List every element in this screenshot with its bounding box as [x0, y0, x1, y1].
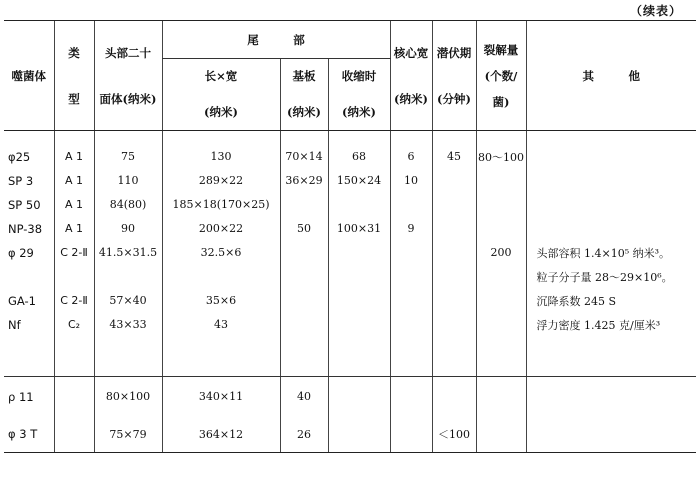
cell-burst	[476, 169, 526, 193]
header-tail-size: 长×宽	[162, 59, 280, 94]
cell-latent	[432, 193, 476, 217]
cell-contracted: 68	[328, 145, 390, 169]
cell-head: 80×100	[94, 377, 162, 417]
cell-contracted: 100×31	[328, 217, 390, 241]
cell-baseplate	[280, 313, 328, 337]
cell-latent	[432, 313, 476, 337]
cell-core	[390, 313, 432, 337]
cell-latent	[432, 241, 476, 265]
cell-tail	[162, 265, 280, 289]
cell-tail: 32.5×6	[162, 241, 280, 265]
cell-type	[54, 265, 94, 289]
cell-tail: 340×11	[162, 377, 280, 417]
cell-type: A 1	[54, 145, 94, 169]
cell-head: 110	[94, 169, 162, 193]
header-baseplate-unit: (纳米)	[280, 94, 328, 131]
cell-other: 头部容积 1.4×10⁵ 纳米³。	[526, 241, 696, 265]
header-latent: 潜伏期 (分钟)	[432, 21, 476, 131]
cell-tail: 200×22	[162, 217, 280, 241]
cell-tail: 289×22	[162, 169, 280, 193]
table-row	[4, 313, 696, 337]
cell-burst	[476, 217, 526, 241]
cell-burst	[476, 417, 526, 453]
cell-baseplate	[280, 265, 328, 289]
header-contracted: 收缩时	[328, 59, 390, 94]
cell-type: C 2-Ⅱ	[54, 241, 94, 265]
cell-phage: SP 3	[8, 173, 34, 188]
header-head: 头部二十 面体(纳米)	[94, 21, 162, 131]
cell-other	[526, 145, 696, 169]
cell-baseplate	[280, 289, 328, 313]
cell-core	[390, 193, 432, 217]
cell-type: A 1	[54, 217, 94, 241]
header-core: 核心宽 (纳米)	[390, 21, 432, 131]
cell-burst	[476, 265, 526, 289]
table-row	[4, 193, 696, 217]
cell-other	[526, 217, 696, 241]
cell-burst	[476, 377, 526, 417]
header-row-1	[4, 21, 696, 59]
cell-type	[54, 377, 94, 417]
cell-head: 90	[94, 217, 162, 241]
cell-contracted: 150×24	[328, 169, 390, 193]
cell-other	[526, 193, 696, 217]
header-contracted-unit: (纳米)	[328, 94, 390, 131]
cell-head: 75×79	[94, 417, 162, 453]
cell-tail: 130	[162, 145, 280, 169]
cell-type: A 1	[54, 169, 94, 193]
cell-head: 43×33	[94, 313, 162, 337]
phage-table	[4, 20, 696, 453]
cell-type: C 2-Ⅱ	[54, 289, 94, 313]
cell-phage: Nf	[8, 317, 21, 332]
cell-other	[526, 377, 696, 417]
cell-baseplate: 26	[280, 417, 328, 453]
cell-other	[526, 169, 696, 193]
cell-type: C₂	[54, 313, 94, 337]
cell-burst	[476, 193, 526, 217]
cell-tail: 43	[162, 313, 280, 337]
cell-latent	[432, 265, 476, 289]
cell-core	[390, 265, 432, 289]
cell-tail: 185×18(170×25)	[162, 193, 280, 217]
cell-core	[390, 417, 432, 453]
gap-row	[4, 337, 696, 377]
table-row	[4, 417, 696, 453]
cell-latent	[432, 289, 476, 313]
cell-latent	[432, 217, 476, 241]
cell-head: 75	[94, 145, 162, 169]
cell-core: 6	[390, 145, 432, 169]
cell-phage: φ 29	[8, 245, 34, 260]
cell-core	[390, 289, 432, 313]
cell-type: A 1	[54, 193, 94, 217]
cell-phage: φ 3 T	[4, 417, 54, 453]
cell-head	[94, 265, 162, 289]
cell-core	[390, 241, 432, 265]
cell-burst	[476, 313, 526, 337]
cell-burst: 80～100	[476, 145, 526, 169]
cell-baseplate: 50	[280, 217, 328, 241]
cell-phage: φ25	[8, 149, 31, 164]
cell-tail: 35×6	[162, 289, 280, 313]
cell-contracted	[328, 377, 390, 417]
table-row	[4, 377, 696, 417]
cell-core: 10	[390, 169, 432, 193]
continued-label: （续表）	[629, 4, 682, 18]
cell-head: 41.5×31.5	[94, 241, 162, 265]
cell-baseplate: 36×29	[280, 169, 328, 193]
cell-latent: ＜100	[432, 417, 476, 453]
cell-burst: 200	[476, 241, 526, 265]
cell-contracted	[328, 241, 390, 265]
cell-latent: 45	[432, 145, 476, 169]
cell-baseplate	[280, 241, 328, 265]
cell-baseplate	[280, 193, 328, 217]
cell-contracted	[328, 193, 390, 217]
cell-contracted	[328, 289, 390, 313]
cell-phage: ρ 11	[8, 389, 34, 404]
cell-contracted	[328, 417, 390, 453]
header-baseplate: 基板	[280, 59, 328, 94]
cell-phage: SP 50	[8, 197, 41, 212]
cell-baseplate: 40	[280, 377, 328, 417]
table-row	[4, 241, 696, 265]
cell-phage: GA-1	[8, 293, 36, 308]
cell-contracted	[328, 313, 390, 337]
table-row	[4, 289, 696, 313]
cell-head: 84(80)	[94, 193, 162, 217]
spacer-row	[4, 131, 696, 145]
table-row	[4, 145, 696, 169]
cell-other: 粒子分子量 28～29×10⁶。	[526, 265, 696, 289]
cell-latent	[432, 169, 476, 193]
header-tail: 尾 部	[162, 21, 390, 59]
cell-other	[526, 417, 696, 453]
cell-other: 沉降系数 245 S	[526, 289, 696, 313]
cell-other: 浮力密度 1.425 克/厘米³	[526, 313, 696, 337]
table-row	[4, 169, 696, 193]
table-row	[4, 265, 696, 289]
cell-phage	[4, 265, 54, 289]
cell-core: 9	[390, 217, 432, 241]
header-other: 其 他	[526, 21, 696, 131]
header-burst: 裂解量 (个数/ 菌)	[476, 21, 526, 131]
header-tail-size-unit: (纳米)	[162, 94, 280, 131]
cell-head: 57×40	[94, 289, 162, 313]
cell-core	[390, 377, 432, 417]
header-phage: 噬菌体	[4, 21, 54, 131]
cell-tail: 364×12	[162, 417, 280, 453]
table-row	[4, 217, 696, 241]
cell-type	[54, 417, 94, 453]
cell-contracted	[328, 265, 390, 289]
header-type: 类 型	[54, 21, 94, 131]
cell-latent	[432, 377, 476, 417]
cell-burst	[476, 289, 526, 313]
cell-phage: NP-38	[8, 221, 43, 236]
cell-baseplate: 70×14	[280, 145, 328, 169]
